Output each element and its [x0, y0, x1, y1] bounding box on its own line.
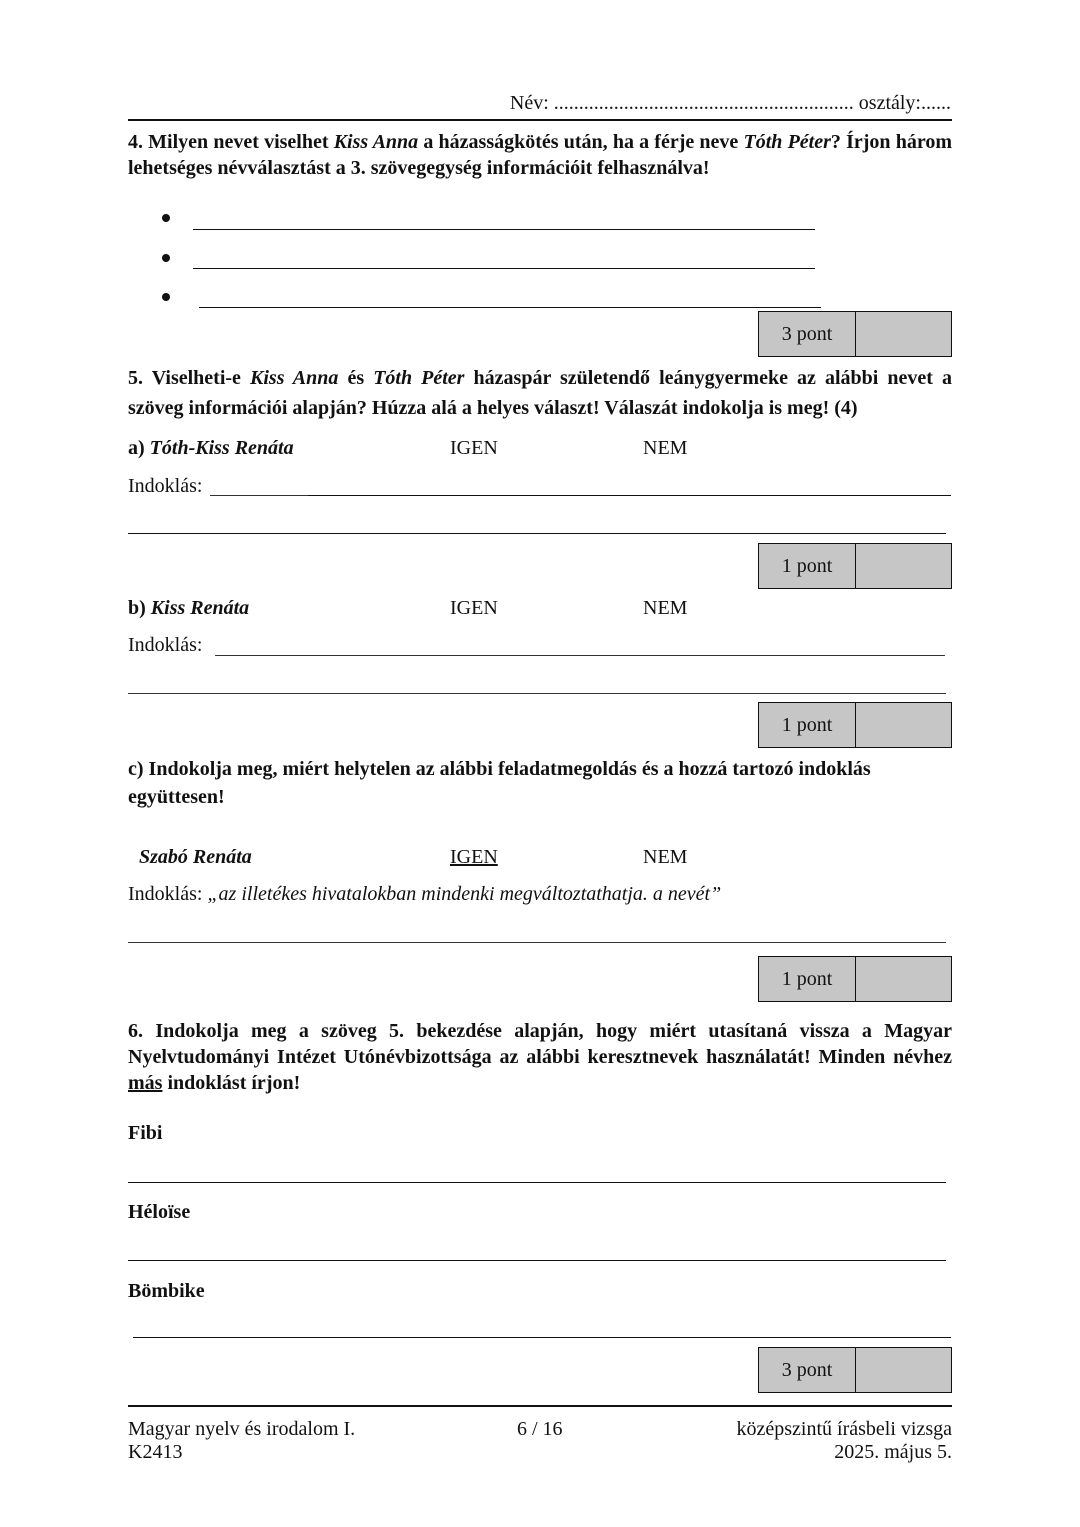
score-box-q5a: [758, 543, 952, 589]
yes-option-underlined[interactable]: IGEN: [450, 846, 498, 868]
score-entry-field[interactable]: [856, 312, 951, 356]
footer-date: 2025. május 5.: [834, 1441, 952, 1463]
header-rule: [128, 119, 952, 121]
reason-quote: „az illetékes hivatalokban mindenki megváltoztathatja. a nevét”: [207, 883, 722, 905]
underlined-word: más: [128, 1072, 163, 1094]
bullet-point: [162, 214, 170, 222]
score-label: 3 pont: [759, 312, 856, 356]
answer-line[interactable]: [210, 495, 308, 496]
answer-line[interactable]: [215, 655, 945, 656]
no-option[interactable]: NEM: [643, 597, 688, 619]
name-heloise: Héloïse: [128, 1201, 191, 1223]
page-number: 6 / 16: [517, 1418, 563, 1440]
option-b-label: b) Kiss Renáta: [128, 597, 250, 619]
question-5c-text: c) Indokolja meg, miért helytelen az alábbi feladatmegoldás és a hozzá tartozó indoklás együttesen!: [128, 758, 871, 808]
footer-code: K2413: [128, 1441, 183, 1463]
answer-line[interactable]: [133, 1337, 951, 1338]
answer-line[interactable]: [128, 533, 946, 534]
question-5-text: 5. Viselheti-e Kiss Anna és Tóth Péter házaspár születendő leánygyermeke az alábbi nevet a szöveg információi alapján? Húzza alá a helyes választ! Válaszát indokolja is meg! (4): [128, 367, 952, 419]
answer-line[interactable]: [128, 693, 946, 694]
answer-line[interactable]: [128, 1260, 946, 1261]
question-6-text: 6. Indokolja meg a szöveg 5. bekezdése alapján, hogy miért utasítaná vissza a Magyar Nyelvtudományi Intézet Utónévbizottsága az alábbi keresztnevek használatát! Minden névhez más indoklást írjon!: [128, 1020, 952, 1094]
name-kiss-anna: Kiss Anna: [333, 131, 419, 153]
footer-subject: Magyar nyelv és irodalom I.: [128, 1418, 356, 1440]
bullet-point: [162, 293, 170, 301]
reason-label: Indoklás:: [128, 634, 203, 656]
yes-option[interactable]: IGEN: [450, 437, 498, 459]
score-entry-field[interactable]: [856, 544, 951, 588]
name-bombike: Bömbike: [128, 1280, 205, 1302]
score-label: 1 pont: [759, 703, 856, 747]
answer-line[interactable]: [128, 1182, 946, 1183]
name-class-line: Név: ............................................................ osztály:......: [509, 92, 951, 114]
score-box-q4: [758, 311, 952, 357]
bullet-point: [162, 254, 170, 262]
score-box-q5b: [758, 702, 952, 748]
footer-rule: [128, 1405, 952, 1407]
no-option[interactable]: NEM: [643, 437, 688, 459]
reason-label: Indoklás:: [128, 883, 208, 905]
answer-line[interactable]: [193, 268, 815, 269]
name-toth-peter: Tóth Péter: [373, 367, 465, 389]
name-fibi: Fibi: [128, 1122, 163, 1144]
score-entry-field[interactable]: [856, 957, 951, 1001]
score-entry-field[interactable]: [856, 703, 951, 747]
name-toth-peter: Tóth Péter: [743, 131, 831, 153]
answer-line[interactable]: [308, 495, 951, 496]
score-label: 1 pont: [759, 957, 856, 1001]
reason-line: [128, 882, 721, 906]
option-a-label: a) Tóth-Kiss Renáta: [128, 437, 294, 459]
score-label: 3 pont: [759, 1348, 856, 1392]
no-option[interactable]: NEM: [643, 846, 688, 868]
answer-line[interactable]: [199, 307, 821, 308]
reason-label: Indoklás:: [128, 475, 203, 497]
footer-exam-level: középszintű írásbeli vizsga: [736, 1418, 952, 1440]
answer-line[interactable]: [193, 229, 815, 230]
name-kiss-anna: Kiss Anna: [250, 367, 339, 389]
score-label: 1 pont: [759, 544, 856, 588]
yes-option[interactable]: IGEN: [450, 597, 498, 619]
option-c-name: Szabó Renáta: [139, 846, 252, 868]
score-entry-field[interactable]: [856, 1348, 951, 1392]
question-4-text: 4. Milyen nevet viselhet Kiss Anna a házasságkötés után, ha a férje neve Tóth Péter? Írjon három lehetséges névválasztást a 3. szövegegység információit felhasználva!: [128, 131, 952, 179]
answer-line[interactable]: [128, 942, 946, 943]
score-box-q6: [758, 1347, 952, 1393]
score-box-q5c: [758, 956, 952, 1002]
